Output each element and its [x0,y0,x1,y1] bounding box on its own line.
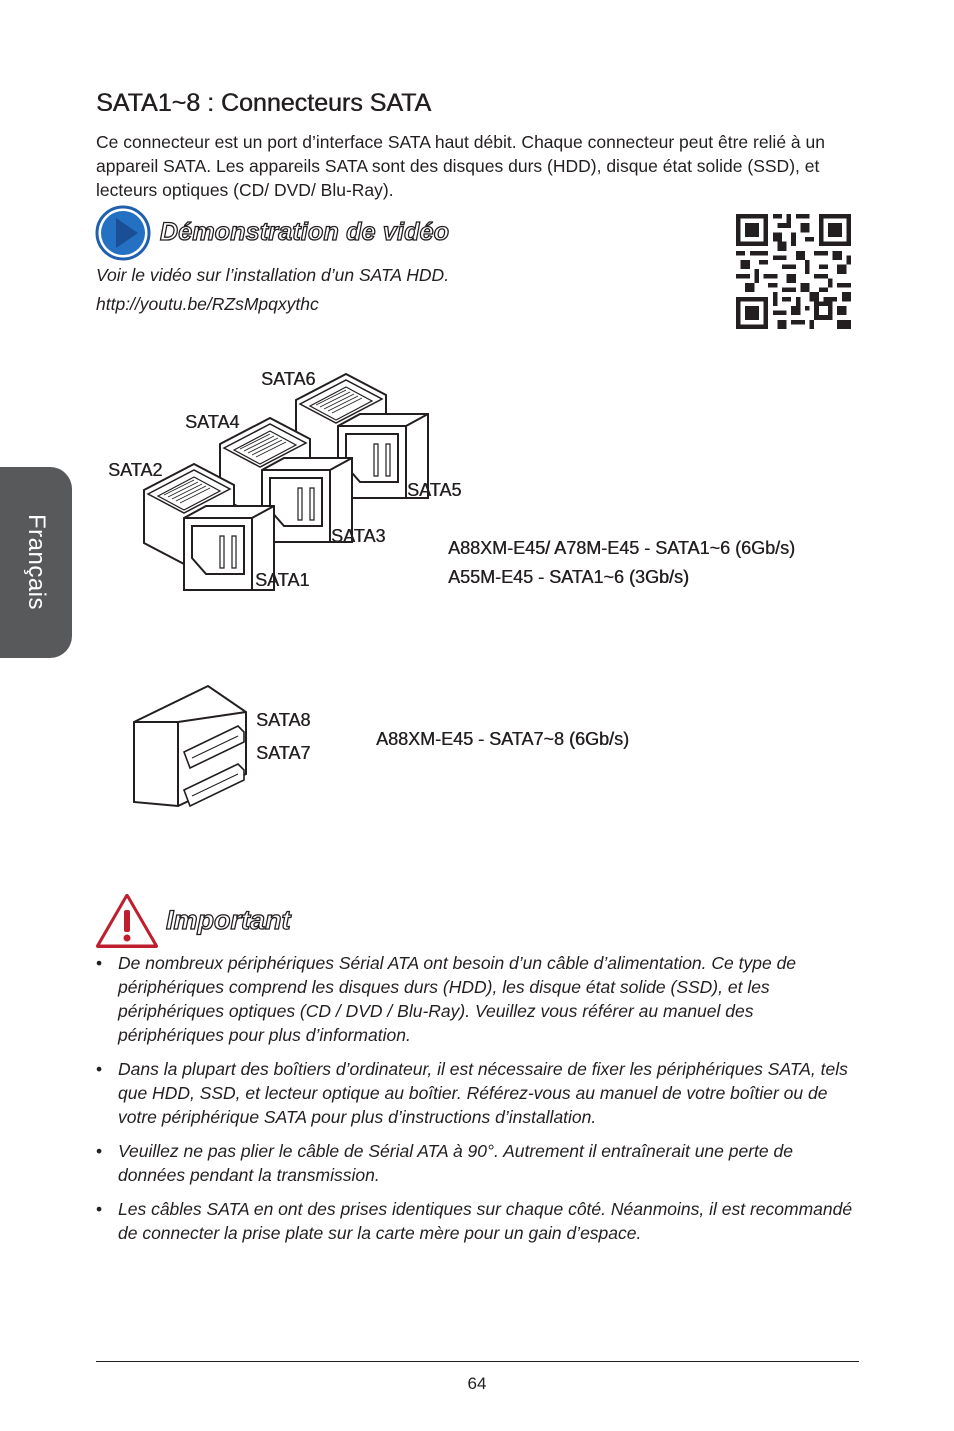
sata1-label: SATA1 [255,570,310,590]
model-spec-3gb: A55M-E45 - SATA1~6 (3Gb/s) [448,567,689,587]
sata5-label: SATA5 [407,480,462,500]
section-title: SATA1~8 : Connecteurs SATA [96,89,432,117]
list-item-text: Dans la plupart des boîtiers d’ordinateur, il est nécessaire de fixer les périphériques SATA, tels que HDD, SSD, et lecteur optique au boîtier. Référez-vous au manuel de votre boîtier ou de votre périphérique SATA pour plus d’instructions d’installation. [118,1059,848,1127]
section-intro: Ce connecteur est un port d’interface SATA haut débit. Chaque connecteur peut être relié à un appareil SATA. Les appareils SATA sont des disques durs (HDD), disque état solide (SSD), et lecteurs optiques (CD/ DVD/ Blu-Ray). [96,132,825,200]
qr-code-icon [736,214,851,329]
sata7-label: SATA7 [256,743,311,763]
bullet: • [96,1199,103,1219]
important-notes-list [96,951,856,1255]
important-title: Important [166,905,291,935]
model-spec-sata7-8: A88XM-E45 - SATA7~8 (6Gb/s) [376,729,629,749]
video-note: Voir le vidéo sur l’installation d’un SATA HDD. [96,265,450,285]
page-number: 64 [467,1374,487,1393]
video-demo-title: Démonstration de vidéo [160,218,450,246]
sata4-label: SATA4 [185,412,240,432]
footer-divider [96,1361,859,1362]
list-item [96,951,856,1047]
list-item [96,1139,856,1187]
sata3-label: SATA3 [331,526,386,546]
model-spec-6gb: A88XM-E45/ A78M-E45 - SATA1~6 (6Gb/s) [448,538,795,558]
list-item [96,1197,856,1245]
warning-icon [95,893,159,949]
play-icon [95,205,151,261]
bullet: • [96,1141,103,1161]
list-item-text: Veuillez ne pas plier le câble de Sérial ATA à 90°. Autrement il entraînerait une perte de données pendant la transmission. [118,1141,793,1185]
sata6-label: SATA6 [261,369,316,389]
bullet: • [96,1059,103,1079]
language-tab [0,467,72,658]
bullet: • [96,953,103,973]
language-tab-label: Français [23,513,50,611]
video-link[interactable]: http://youtu.be/RZsMpqxythc [96,294,319,314]
sata8-label: SATA8 [256,710,311,730]
sata2-label: SATA2 [108,460,163,480]
list-item-text: Les câbles SATA en ont des prises identiques sur chaque côté. Néanmoins, il est recommandé de connecter la prise plate sur la carte mère pour un gain d’espace. [118,1199,853,1243]
list-item-text: De nombreux périphériques Sérial ATA ont besoin d’un câble d’alimentation. Ce type de périphériques comprend les disques durs (HDD), les disque état solide (SSD), et les périphériques optiques (CD / DVD / Blu-Ray). Veuillez vous référer au manuel des périphériques pour plus d’information. [118,953,797,1045]
list-item [96,1057,856,1129]
